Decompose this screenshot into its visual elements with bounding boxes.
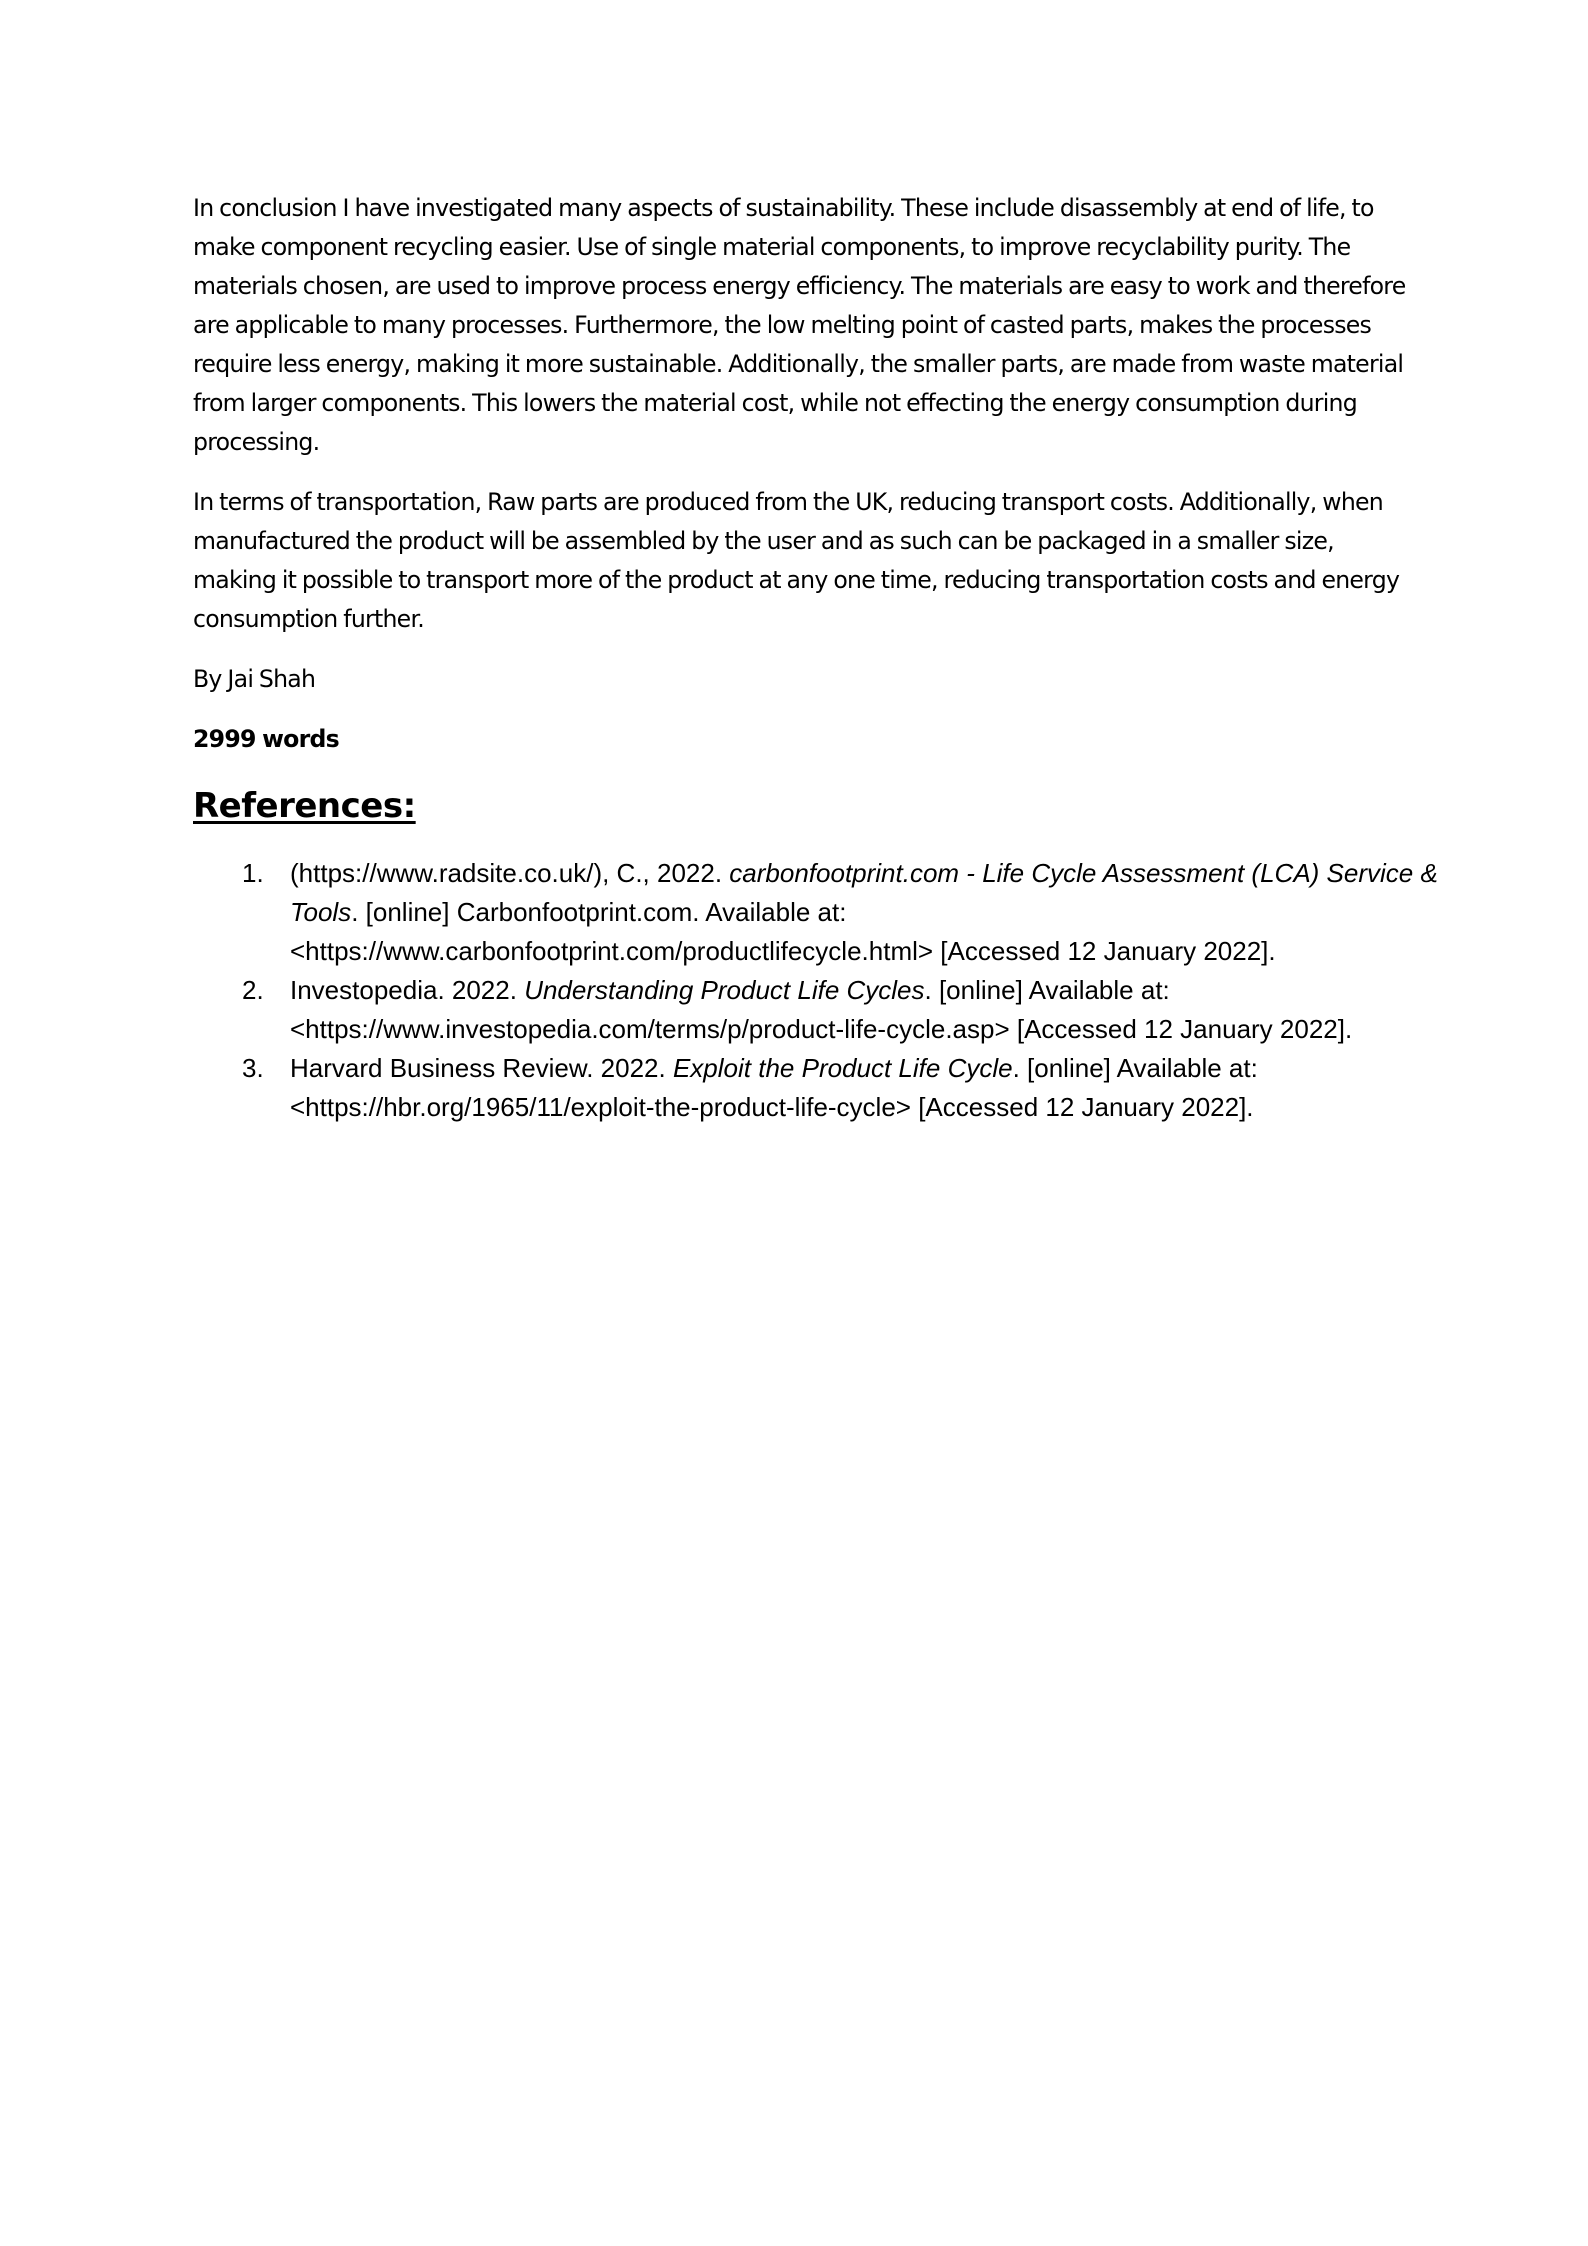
reference-source: Investopedia. 2022. bbox=[290, 975, 525, 1005]
reference-item bbox=[193, 1049, 1480, 1127]
author-line: By Jai Shah bbox=[193, 665, 316, 693]
reference-source: Harvard Business Review. 2022. bbox=[290, 1053, 673, 1083]
reference-number: 2. bbox=[242, 975, 264, 1005]
word-count: 2999 words bbox=[193, 725, 339, 753]
reference-item bbox=[193, 854, 1480, 971]
reference-item bbox=[193, 971, 1480, 1049]
reference-title: carbonfootprint.com - Life Cycle Assessment (LCA) Service & Tools bbox=[290, 858, 1438, 927]
reference-number: 1. bbox=[242, 858, 264, 888]
references-list bbox=[193, 854, 1438, 1127]
reference-title: Exploit the Product Life Cycle bbox=[672, 1053, 1013, 1083]
reference-details: . [online] Available at: <https://hbr.org/1965/11/exploit-the-product-life-cycle> [Accessed 12 January 2022]. bbox=[290, 1053, 1258, 1122]
reference-number: 3. bbox=[242, 1053, 264, 1083]
reference-details: . [online] Carbonfootprint.com. Available at: <https://www.carbonfootprint.com/productlifecycle.html> [Accessed 12 January 2022]. bbox=[290, 897, 1276, 966]
reference-details: . [online] Available at: <https://www.investopedia.com/terms/p/product-life-cycle.asp> [Accessed 12 January 2022]. bbox=[290, 975, 1353, 1044]
conclusion-paragraph: In conclusion I have investigated many aspects of sustainability. These include disassembly at end of life, to make component recycling easier. Use of single material components, to improve recyclability purity. The materials chosen, are used to improve process energy efficiency. The materials are easy to work and therefore are applicable to many processes. Furthermore, the low melting point of casted parts, makes the processes require less energy, making it more sustainable. Additionally, the smaller parts, are made from waste material from larger components. This lowers the material cost, while not effecting the energy consumption during processing. bbox=[193, 194, 1406, 456]
transportation-paragraph: In terms of transportation, Raw parts are produced from the UK, reducing transport costs. Additionally, when manufactured the product will be assembled by the user and as such can be packaged in a smaller size, making it possible to transport more of the product at any one time, reducing transportation costs and energy consumption further. bbox=[193, 488, 1400, 633]
references-heading: References: bbox=[193, 786, 416, 826]
reference-source: (https://www.radsite.co.uk/), C., 2022. bbox=[290, 858, 730, 888]
document-page bbox=[193, 189, 1438, 1127]
reference-title: Understanding Product Life Cycles bbox=[524, 975, 925, 1005]
